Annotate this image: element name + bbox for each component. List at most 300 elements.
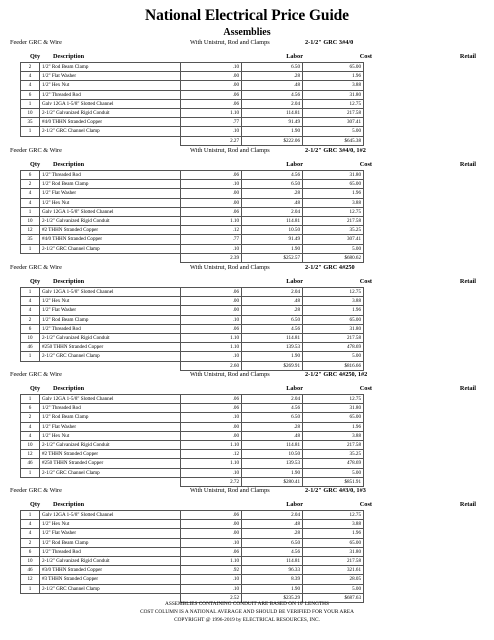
cell-retail: 31.80 [303,404,364,413]
footer-line-cost: COST COLUMN IS A NATIONAL AVERAGE AND SHOULD BE VERIFIED FOR YOUR AREA [140,609,354,615]
cell-qty: 2 [21,538,40,547]
column-header-row [10,500,484,510]
cell-description: 1/2" Hex Nut [40,198,181,207]
table-row [21,306,364,315]
cell-description: 1/2" Hex Nut [40,297,181,306]
cell-description: 1/2" Flat Washer [40,422,181,431]
total-row [21,253,364,262]
cell-labor: .00 [181,520,242,529]
cell-description: 1/2" Rod Beam Clamp [40,180,181,189]
cell-cost: 4.56 [242,90,303,99]
assembly-with-label: With Unistrut, Rod and Clamps [190,487,270,494]
cell-retail: 12.75 [303,395,364,404]
cell-description: 1/2" Hex Nut [40,520,181,529]
cell-labor: .06 [181,511,242,520]
cell-description: 1/2" Rod Beam Clamp [40,413,181,422]
items-table [20,394,364,487]
assembly-code: 2-1/2" GRC 3#4/0 [305,39,354,46]
column-header-cost: Cost [359,278,372,285]
cell-labor: .10 [181,584,242,593]
cell-qty: 1 [21,99,40,108]
cell-qty: 2 [21,315,40,324]
cell-cost: 1.90 [242,468,303,477]
table-row [21,118,364,127]
cell-description: #250 THHN Stranded Copper [40,343,181,352]
cell-description: 2-1/2" GRC Channel Clamp [40,352,181,361]
assembly-with-label: With Unistrut, Rod and Clamps [190,39,270,46]
table-row [21,90,364,99]
cell-retail: 1.96 [303,72,364,81]
cell-retail: 65.00 [303,315,364,324]
cell-description: 1/2" Flat Washer [40,189,181,198]
total-spacer [21,477,40,486]
table-row [21,99,364,108]
cell-qty: 35 [21,235,40,244]
cell-labor: .92 [181,566,242,575]
table-row [21,81,364,90]
cell-retail: 5.00 [303,584,364,593]
total-cost: $222.06 [242,136,303,145]
cell-qty: 4 [21,431,40,440]
items-table [20,170,364,263]
cell-description: 2-1/2" GRC Channel Clamp [40,468,181,477]
cell-retail: 217.58 [303,216,364,225]
cell-description: Galv 12GA 1-5/8" Slotted Channel [40,288,181,297]
cell-retail: 1.96 [303,189,364,198]
cell-qty: 12 [21,226,40,235]
cell-labor: 1.10 [181,108,242,117]
column-header-labor: Labor [286,161,303,168]
cell-description: #4/0 THHN Stranded Copper [40,118,181,127]
footer-line-copyright: COPYRIGHT @ 1996-2019 by ELECTRICAL RESOURCES, INC. [174,617,320,623]
cell-labor: 1.10 [181,459,242,468]
cell-qty: 1 [21,127,40,136]
cell-qty: 4 [21,297,40,306]
cell-labor: .00 [181,529,242,538]
assembly-header [10,370,484,380]
cell-retail: 65.00 [303,413,364,422]
total-spacer [21,253,40,262]
cell-labor: .00 [181,297,242,306]
cell-retail: 217.58 [303,556,364,565]
cell-retail: 65.00 [303,63,364,72]
cell-retail: 31.80 [303,90,364,99]
cell-cost: .48 [242,431,303,440]
cell-qty: 46 [21,343,40,352]
cell-retail: 3.88 [303,297,364,306]
table-row [21,171,364,180]
column-header-retail: Retail [459,385,476,392]
column-header-labor: Labor [286,278,303,285]
cell-cost: 139.53 [242,343,303,352]
table-row [21,297,364,306]
cell-qty: 2 [21,413,40,422]
cell-cost: 4.56 [242,547,303,556]
cell-qty: 6 [21,90,40,99]
cell-description: 2-1/2" Galvanized Rigid Conduit [40,108,181,117]
cell-cost: .28 [242,72,303,81]
table-row [21,127,364,136]
table-row [21,343,364,352]
cell-retail: 3.88 [303,198,364,207]
cell-labor: .10 [181,538,242,547]
column-header-qty: Qty [30,278,41,285]
assembly-code: 2-1/2" GRC 3#4/0, 1#2 [305,147,366,154]
assembly-feeder-label: Feeder GRC & Wire [10,264,62,271]
total-cost: $252.57 [242,253,303,262]
cell-retail: 35.25 [303,450,364,459]
assembly-code: 2-1/2" GRC 4#3/0, 1#3 [305,487,366,494]
cell-labor: .00 [181,81,242,90]
table-row [21,440,364,449]
column-header-row [10,277,484,287]
cell-description: 1/2" Flat Washer [40,72,181,81]
total-retail: $645.38 [303,136,364,145]
table-row [21,108,364,117]
cell-retail: 307.41 [303,118,364,127]
cell-qty: 1 [21,511,40,520]
cell-description: Galv 12GA 1-5/8" Slotted Channel [40,511,181,520]
cell-description: #2 THHN Stranded Copper [40,226,181,235]
cell-cost: .48 [242,81,303,90]
cell-qty: 1 [21,244,40,253]
cell-labor: .12 [181,226,242,235]
cell-cost: 1.90 [242,244,303,253]
page-title: National Electrical Price Guide [145,7,349,24]
table-row [21,566,364,575]
cell-labor: .10 [181,468,242,477]
cell-cost: .28 [242,529,303,538]
cell-description: 2-1/2" Galvanized Rigid Conduit [40,440,181,449]
assembly-with-label: With Unistrut, Rod and Clamps [190,147,270,154]
cell-retail: 31.80 [303,547,364,556]
table-row [21,538,364,547]
cell-retail: 478.69 [303,459,364,468]
cell-labor: 1.10 [181,343,242,352]
items-table [20,287,364,371]
cell-cost: 1.90 [242,584,303,593]
total-spacer [40,361,181,370]
table-row [21,450,364,459]
cell-cost: 2.04 [242,395,303,404]
cell-retail: 5.00 [303,127,364,136]
cell-cost: .28 [242,422,303,431]
column-header-retail: Retail [459,161,476,168]
cell-qty: 4 [21,520,40,529]
cell-retail: 12.75 [303,99,364,108]
total-spacer [21,136,40,145]
total-cost: $235.29 [242,593,303,602]
cell-qty: 10 [21,556,40,565]
total-spacer [40,253,181,262]
cell-description: 1/2" Hex Nut [40,431,181,440]
cell-retail: 217.58 [303,440,364,449]
items-table [20,510,364,603]
cell-retail: 321.61 [303,566,364,575]
table-row [21,189,364,198]
cell-retail: 1.96 [303,422,364,431]
table-row [21,556,364,565]
table-row [21,226,364,235]
cell-description: #2 THHN Stranded Copper [40,450,181,459]
cell-labor: .10 [181,315,242,324]
assembly-feeder-label: Feeder GRC & Wire [10,371,62,378]
total-labor: 2.72 [181,477,242,486]
assembly-block [10,38,484,146]
cell-cost: 1.90 [242,127,303,136]
page-subtitle: Assemblies [223,27,271,38]
total-retail: $680.62 [303,253,364,262]
cell-retail: 307.41 [303,235,364,244]
cell-description: 1/2" Threaded Rod [40,90,181,99]
cell-qty: 10 [21,333,40,342]
column-header-cost: Cost [359,161,372,168]
cell-cost: 91.49 [242,235,303,244]
cell-qty: 12 [21,450,40,459]
cell-cost: 114.81 [242,108,303,117]
cell-cost: 96.33 [242,566,303,575]
cell-cost: 114.81 [242,556,303,565]
table-row [21,431,364,440]
cell-qty: 4 [21,198,40,207]
assembly-code: 2-1/2" GRC 4#250 [305,264,355,271]
table-row [21,584,364,593]
cell-description: 2-1/2" Galvanized Rigid Conduit [40,216,181,225]
cell-description: 1/2" Threaded Rod [40,547,181,556]
cell-description: 2-1/2" Galvanized Rigid Conduit [40,333,181,342]
cell-labor: 1.10 [181,556,242,565]
cell-qty: 1 [21,584,40,593]
cell-qty: 4 [21,529,40,538]
cell-cost: 6.50 [242,63,303,72]
column-header-qty: Qty [30,385,41,392]
cell-retail: 12.75 [303,511,364,520]
table-row [21,529,364,538]
column-header-description: Description [53,501,85,508]
cell-labor: .10 [181,413,242,422]
table-row [21,468,364,477]
cell-labor: .06 [181,99,242,108]
total-cost: $269.91 [242,361,303,370]
cell-labor: .06 [181,90,242,99]
cell-qty: 10 [21,440,40,449]
table-row [21,520,364,529]
column-header-retail: Retail [459,501,476,508]
cell-description: 2-1/2" GRC Channel Clamp [40,584,181,593]
column-header-labor: Labor [286,385,303,392]
cell-qty: 6 [21,404,40,413]
cell-cost: .48 [242,520,303,529]
cell-cost: 8.39 [242,575,303,584]
cell-qty: 4 [21,81,40,90]
cell-description: 1/2" Hex Nut [40,81,181,90]
total-spacer [40,136,181,145]
cell-description: 1/2" Threaded Rod [40,404,181,413]
total-retail: $687.63 [303,593,364,602]
cell-labor: .10 [181,63,242,72]
assembly-header [10,263,484,273]
cell-description: 1/2" Rod Beam Clamp [40,538,181,547]
cell-labor: .06 [181,288,242,297]
cell-qty: 10 [21,108,40,117]
cell-cost: .28 [242,189,303,198]
cell-qty: 1 [21,207,40,216]
cell-cost: 2.04 [242,99,303,108]
cell-labor: .00 [181,198,242,207]
cell-qty: 1 [21,468,40,477]
cell-qty: 4 [21,72,40,81]
assembly-header [10,38,484,48]
table-row [21,511,364,520]
table-row [21,198,364,207]
column-header-description: Description [53,53,85,60]
cell-qty: 1 [21,395,40,404]
total-labor: 2.27 [181,136,242,145]
cell-description: 2-1/2" Galvanized Rigid Conduit [40,556,181,565]
cell-labor: .06 [181,404,242,413]
assembly-header [10,146,484,156]
total-cost: $280.41 [242,477,303,486]
table-row [21,459,364,468]
cell-description: 1/2" Threaded Rod [40,171,181,180]
cell-labor: .00 [181,189,242,198]
items-table [20,62,364,146]
column-header-labor: Labor [286,53,303,60]
cell-description: 1/2" Threaded Rod [40,324,181,333]
cell-retail: 1.96 [303,529,364,538]
cell-labor: .10 [181,127,242,136]
table-row [21,547,364,556]
cell-labor: .77 [181,235,242,244]
column-header-cost: Cost [359,501,372,508]
cell-description: Galv 12GA 1-5/8" Slotted Channel [40,395,181,404]
assembly-block [10,263,484,371]
column-header-row [10,384,484,394]
cell-retail: 31.80 [303,324,364,333]
cell-labor: .12 [181,450,242,459]
cell-retail: 31.80 [303,171,364,180]
assembly-with-label: With Unistrut, Rod and Clamps [190,371,270,378]
cell-labor: 1.10 [181,440,242,449]
cell-retail: 28.05 [303,575,364,584]
column-header-retail: Retail [459,278,476,285]
column-header-cost: Cost [359,53,372,60]
table-row [21,235,364,244]
cell-labor: .06 [181,324,242,333]
cell-labor: .00 [181,72,242,81]
assembly-code: 2-1/2" GRC 4#250, 1#2 [305,371,368,378]
footer [0,600,494,624]
table-row [21,395,364,404]
cell-cost: 2.04 [242,288,303,297]
column-header-retail: Retail [459,53,476,60]
table-row [21,315,364,324]
cell-cost: 4.56 [242,404,303,413]
cell-qty: 46 [21,566,40,575]
cell-description: #3/0 THHN Stranded Copper [40,566,181,575]
column-header-labor: Labor [286,501,303,508]
cell-cost: 6.50 [242,180,303,189]
cell-labor: 1.10 [181,216,242,225]
cell-retail: 5.00 [303,468,364,477]
cell-description: 1/2" Flat Washer [40,306,181,315]
cell-retail: 3.88 [303,81,364,90]
table-row [21,422,364,431]
cell-qty: 6 [21,324,40,333]
cell-cost: 6.50 [242,413,303,422]
column-header-description: Description [53,161,85,168]
assembly-block [10,370,484,487]
cell-cost: 114.81 [242,216,303,225]
assembly-feeder-label: Feeder GRC & Wire [10,487,62,494]
total-spacer [40,477,181,486]
cell-labor: 1.10 [181,333,242,342]
cell-cost: 2.04 [242,511,303,520]
cell-retail: 5.00 [303,244,364,253]
cell-cost: 1.90 [242,352,303,361]
table-row [21,333,364,342]
cell-retail: 12.75 [303,207,364,216]
total-labor: 2.60 [181,361,242,370]
total-retail: $816.66 [303,361,364,370]
cell-qty: 1 [21,352,40,361]
cell-cost: 2.04 [242,207,303,216]
cell-cost: 4.56 [242,324,303,333]
cell-retail: 65.00 [303,180,364,189]
cell-description: #4/0 THHN Stranded Copper [40,235,181,244]
assembly-feeder-label: Feeder GRC & Wire [10,147,62,154]
cell-qty: 2 [21,180,40,189]
cell-retail: 217.58 [303,333,364,342]
cell-cost: 10.50 [242,226,303,235]
cell-labor: .10 [181,244,242,253]
cell-description: 1/2" Flat Washer [40,529,181,538]
cell-description: #3 THHN Stranded Copper [40,575,181,584]
cell-cost: 91.49 [242,118,303,127]
cell-labor: .06 [181,547,242,556]
cell-qty: 6 [21,547,40,556]
cell-retail: 5.00 [303,352,364,361]
assembly-with-label: With Unistrut, Rod and Clamps [190,264,270,271]
cell-description: 1/2" Rod Beam Clamp [40,63,181,72]
cell-cost: 6.50 [242,315,303,324]
cell-retail: 65.00 [303,538,364,547]
cell-labor: .10 [181,352,242,361]
cell-labor: .10 [181,180,242,189]
cell-retail: 3.88 [303,431,364,440]
cell-retail: 217.58 [303,108,364,117]
cell-qty: 12 [21,575,40,584]
cell-description: Galv 12GA 1-5/8" Slotted Channel [40,207,181,216]
cell-qty: 35 [21,118,40,127]
cell-cost: 6.50 [242,538,303,547]
cell-qty: 10 [21,216,40,225]
table-row [21,216,364,225]
total-labor: 2.52 [181,593,242,602]
footer-line-conduit: ASSEMBLIES CONTAINING CONDUIT ARE BASED ON 10' LENGTHS [165,601,329,607]
cell-qty: 4 [21,189,40,198]
cell-retail: 478.69 [303,343,364,352]
table-row [21,324,364,333]
cell-cost: 114.81 [242,440,303,449]
assembly-block [10,146,484,263]
total-spacer [21,361,40,370]
table-row [21,288,364,297]
cell-description: Galv 12GA 1-5/8" Slotted Channel [40,99,181,108]
cell-retail: 3.88 [303,520,364,529]
cell-description: 2-1/2" GRC Channel Clamp [40,127,181,136]
column-header-qty: Qty [30,501,41,508]
